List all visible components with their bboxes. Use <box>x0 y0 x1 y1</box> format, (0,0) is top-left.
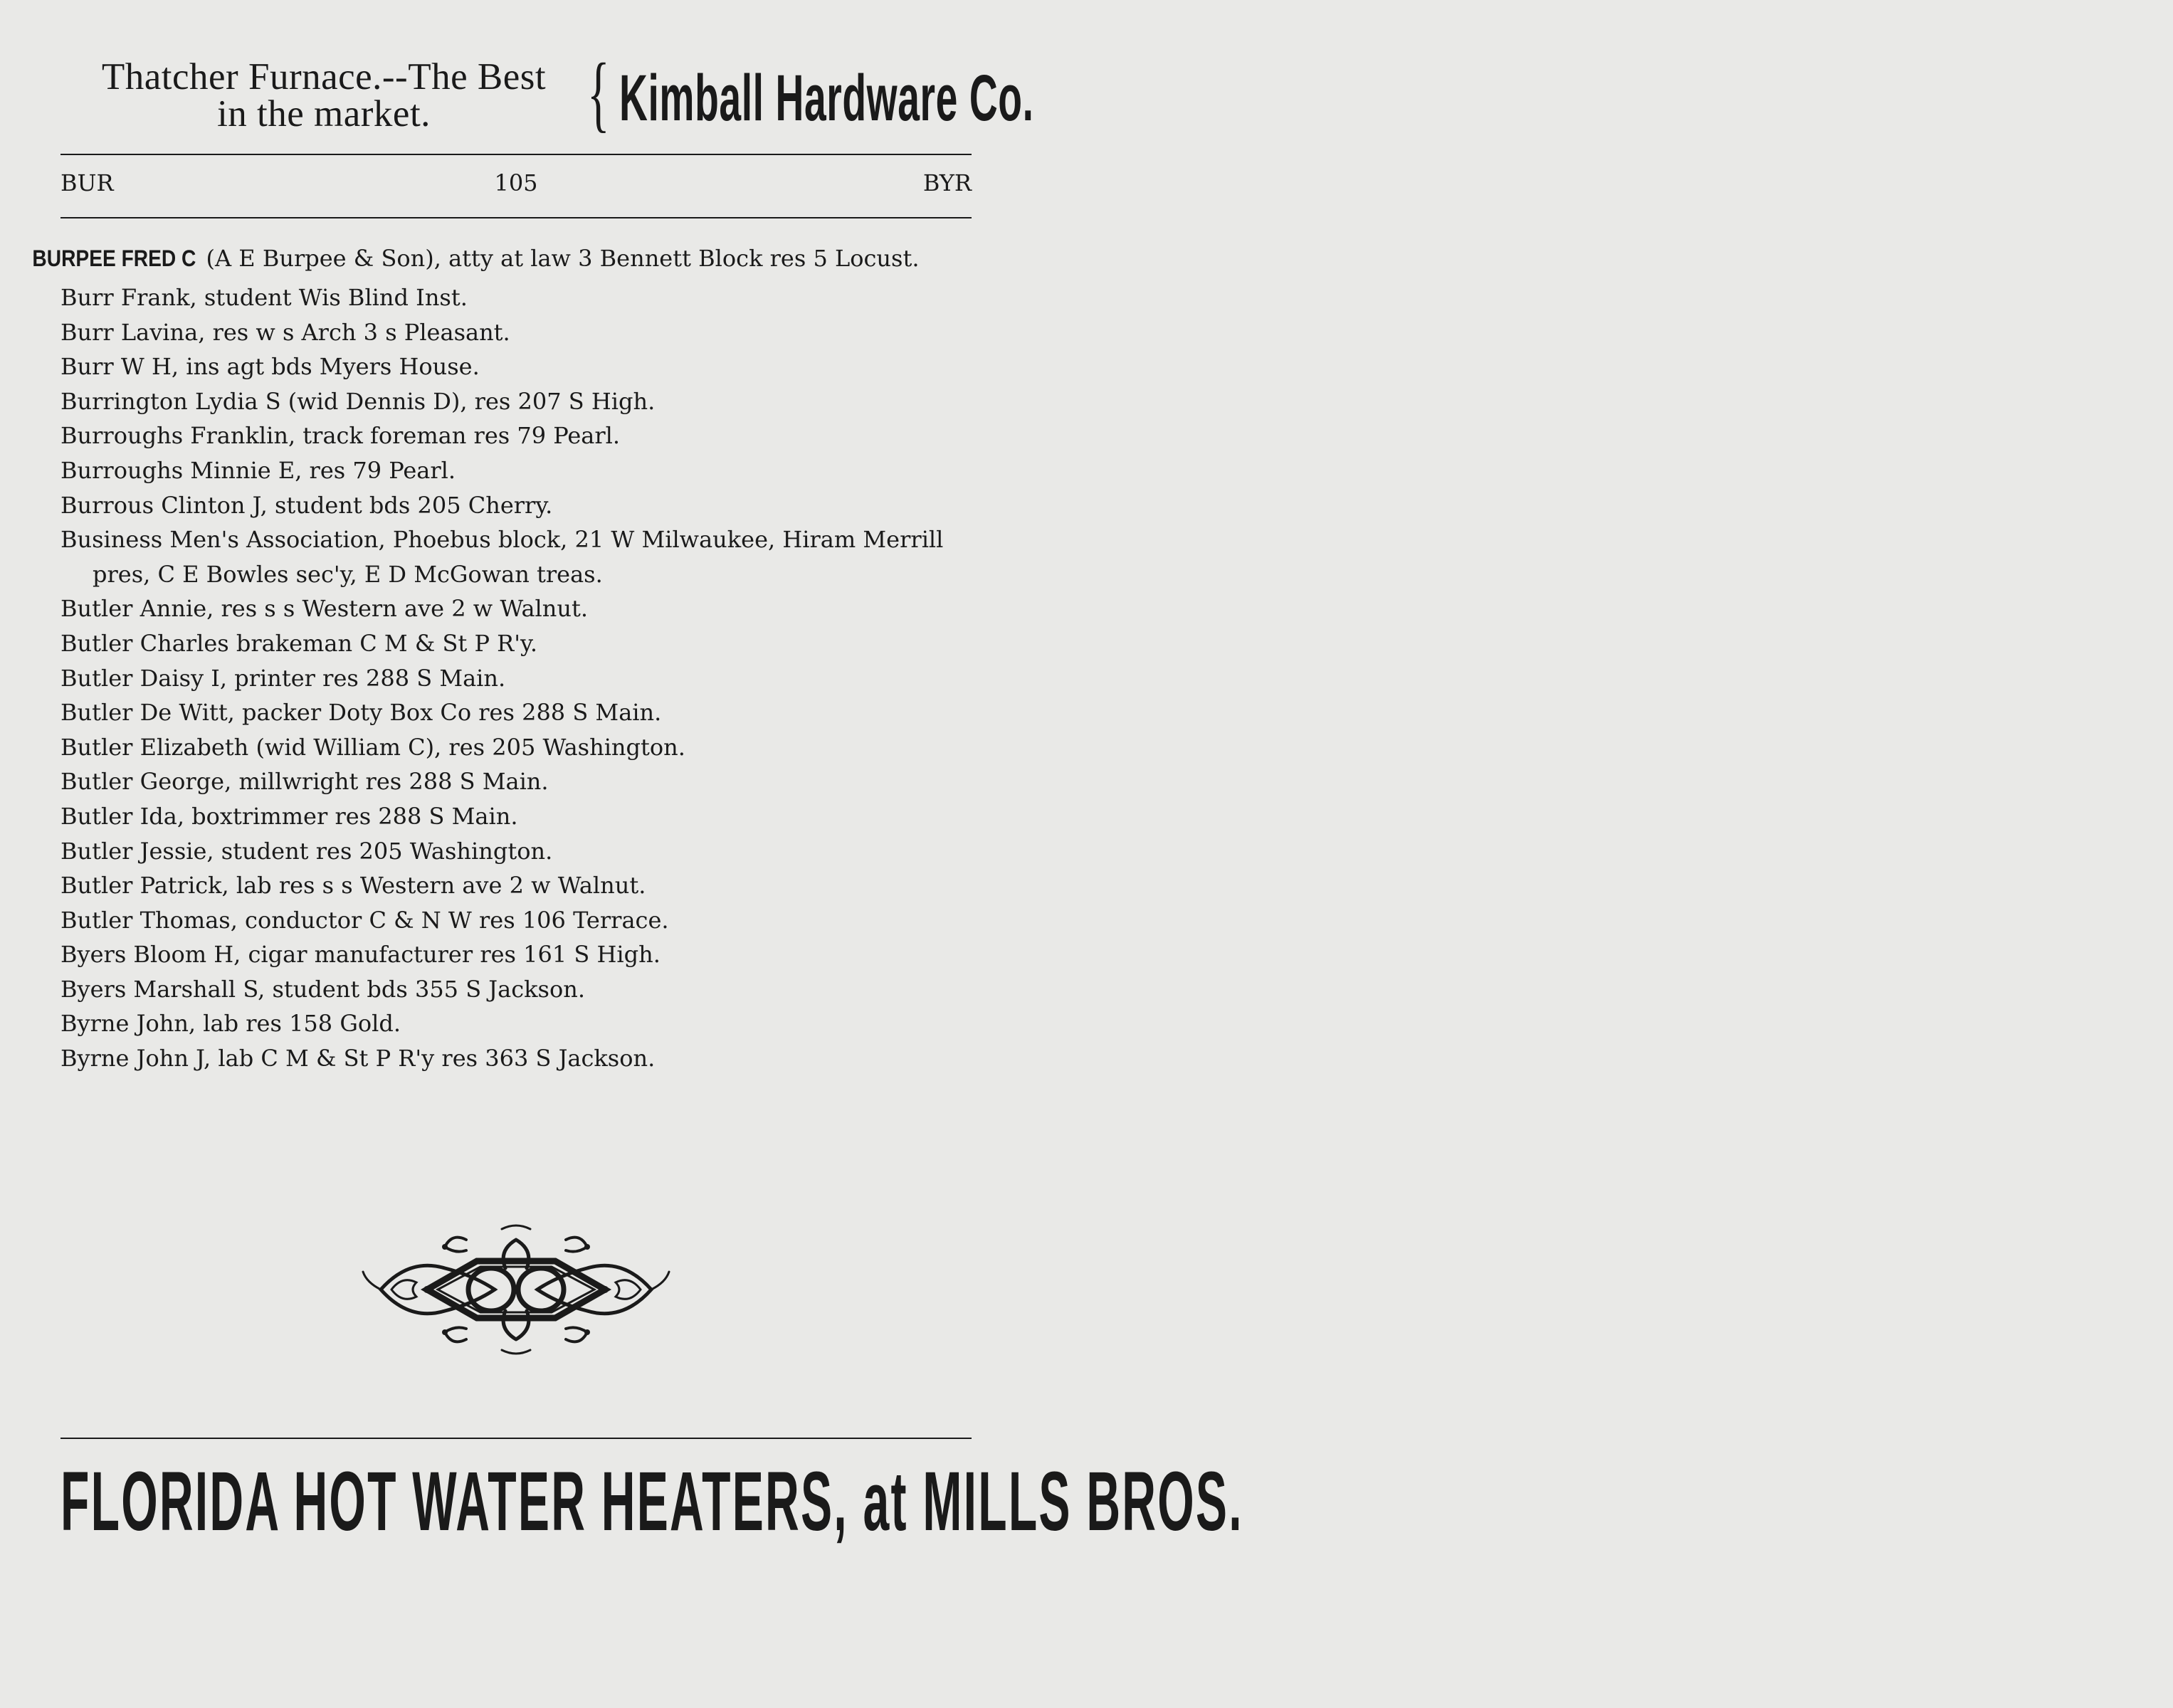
furnace-ad-line1: Thatcher Furnace.--The Best <box>101 56 547 97</box>
furnace-ad-line2: in the market. <box>217 93 431 135</box>
directory-entry: Butler Elizabeth (wid William C), res 205 Washington. <box>60 733 685 761</box>
directory-entry: Burrous Clinton J, student bds 205 Cherry. <box>60 491 553 519</box>
directory-entry: Burroughs Minnie E, res 79 Pearl. <box>60 456 456 484</box>
directory-entry: Business Men's Association, Phoebus block, 21 W Milwaukee, Hiram Merrill pres, C E Bowles sec'y, E D McGowan treas. <box>60 526 944 588</box>
bottom-rule <box>60 1438 972 1439</box>
running-head <box>60 169 972 198</box>
directory-entries <box>32 242 975 1076</box>
directory-entry: Byrne John, lab res 158 Gold. <box>60 1010 401 1038</box>
directory-entry: Butler Charles brakeman C M & St P R'y. <box>60 629 538 657</box>
furnace-ad <box>60 56 587 135</box>
directory-entry: Butler Patrick, lab res s s Western ave 2 w Walnut. <box>60 872 646 900</box>
bottom-advertisement <box>60 1455 1243 1549</box>
running-head-left: BUR <box>60 169 114 196</box>
directory-entry <box>32 242 975 275</box>
directory-entry: Byers Bloom H, cigar manufacturer res 161 S High. <box>60 941 661 969</box>
directory-entry: Butler Jessie, student res 205 Washington. <box>60 837 553 865</box>
directory-entry: Burr Frank, student Wis Blind Inst. <box>60 284 468 311</box>
directory-entry: Byrne John J, lab C M & St P R'y res 363 S Jackson. <box>60 1045 656 1072</box>
running-head-right: BYR <box>922 169 972 196</box>
directory-entry: Butler Daisy I, printer res 288 S Main. <box>60 664 506 692</box>
directory-entry: Burrington Lydia S (wid Dennis D), res 207 S High. <box>60 387 656 415</box>
head-rule <box>60 217 972 218</box>
directory-entry: Burr W H, ins agt bds Myers House. <box>60 353 480 381</box>
heater-ad-text: FLORIDA HOT WATER HEATERS, at MILLS BROS. <box>60 1455 1243 1549</box>
directory-entry: Butler Thomas, conductor C & N W res 106 Terrace. <box>60 906 669 934</box>
entry-bold-name: BURPEE FRED C <box>32 246 196 271</box>
directory-entry: Byers Marshall S, student bds 355 S Jackson. <box>60 975 585 1003</box>
top-rule <box>60 154 972 155</box>
ad-brace: { <box>587 46 610 140</box>
top-advertisement <box>60 46 1034 140</box>
page-number: 105 <box>494 169 538 196</box>
directory-entry: Butler George, millwright res 288 S Main. <box>60 768 549 796</box>
ornament-flourish-icon <box>359 1218 673 1361</box>
hardware-ad: Kimball Hardware Co. <box>619 62 1034 135</box>
directory-entry: Burr Lavina, res w s Arch 3 s Pleasant. <box>60 318 510 346</box>
entry-text: (A E Burpee & Son), atty at law 3 Bennett Block res 5 Locust. <box>199 245 920 272</box>
directory-entry: Burroughs Franklin, track foreman res 79 Pearl. <box>60 422 621 450</box>
directory-entry: Butler Ida, boxtrimmer res 288 S Main. <box>60 802 518 830</box>
directory-entry: Butler De Witt, packer Doty Box Co res 288 S Main. <box>60 699 662 727</box>
directory-entry: Butler Annie, res s s Western ave 2 w Walnut. <box>60 595 589 623</box>
